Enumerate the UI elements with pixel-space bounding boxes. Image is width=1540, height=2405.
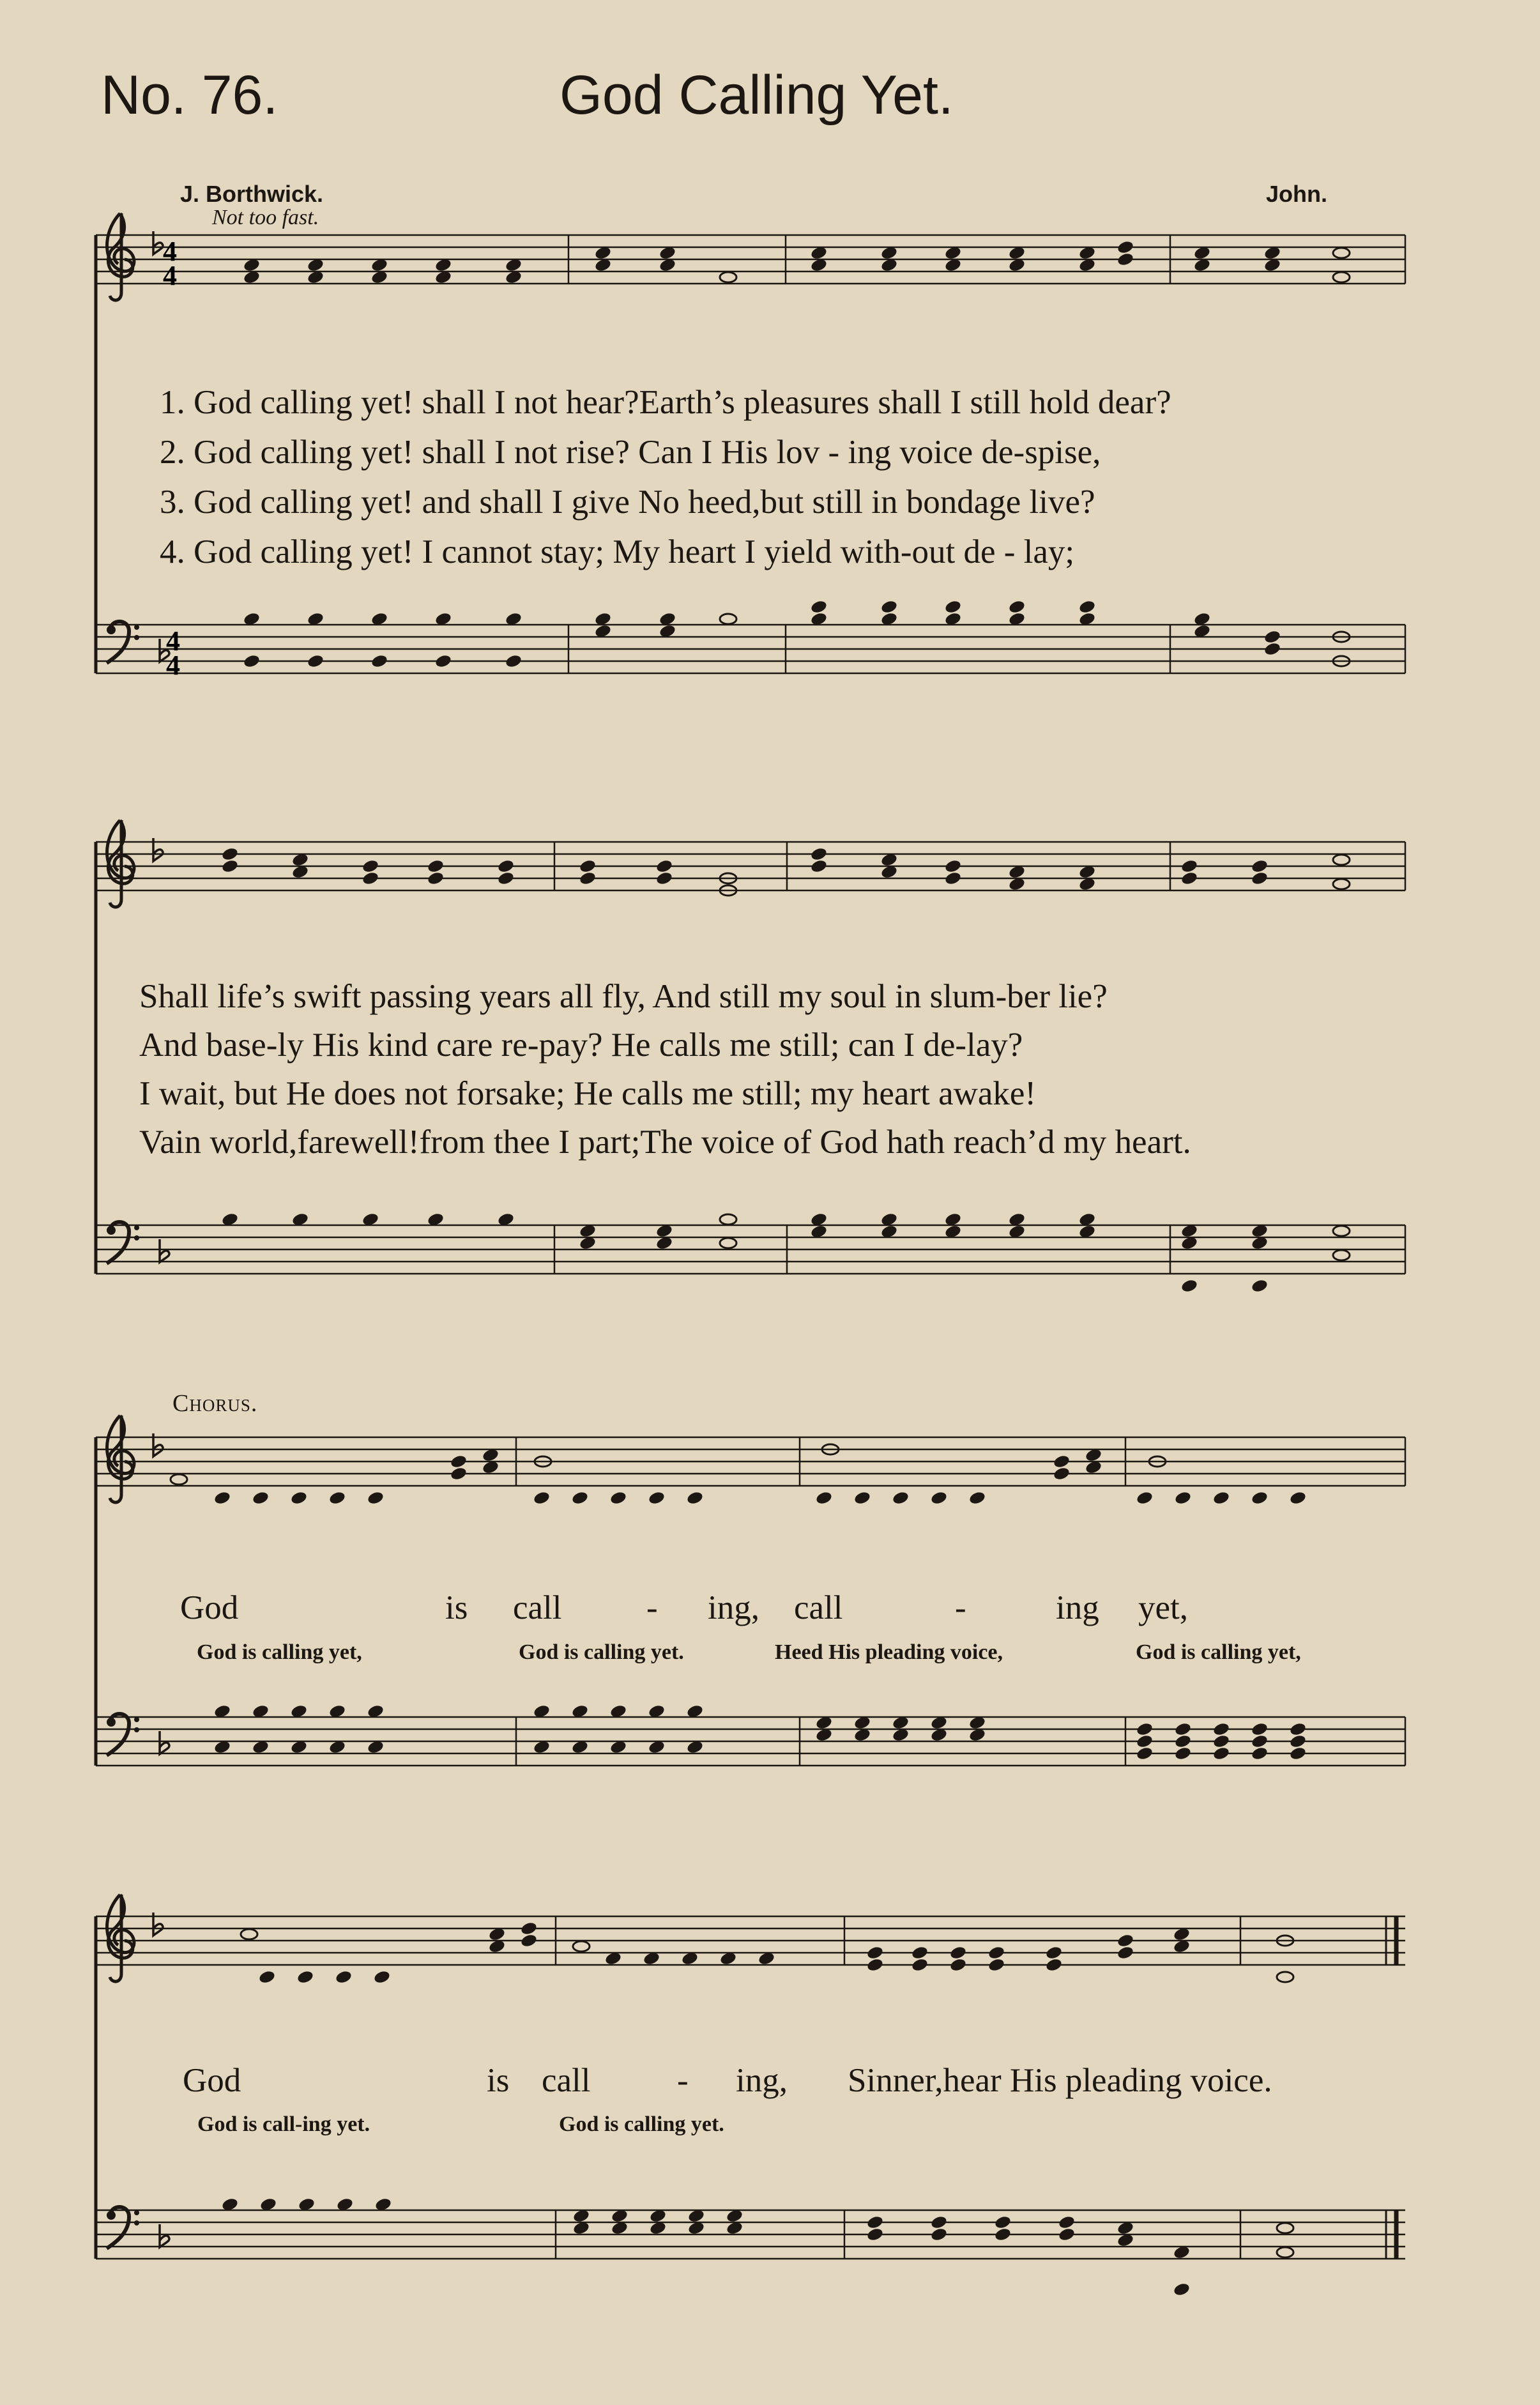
- chorus-word: is: [445, 1589, 468, 1626]
- chorus-word: God: [180, 1589, 239, 1626]
- chorus-word: ing,: [736, 2062, 788, 2099]
- tune-credit: John.: [1266, 181, 1327, 207]
- chorus-small-lyric: God is calling yet.: [519, 1640, 684, 1664]
- verse-4-line-2: Vain world,farewell!from thee I part;The voice of God hath reach’d my heart.: [139, 1124, 1191, 1161]
- chorus-word: ing,: [708, 1589, 759, 1626]
- chorus-word: ing: [1056, 1589, 1099, 1626]
- chorus-small-lyric: God is calling yet,: [197, 1640, 362, 1664]
- svg-text:4: 4: [163, 236, 177, 267]
- svg-text:4: 4: [163, 260, 177, 291]
- verse-4-line-1: 4. God calling yet! I cannot stay; My heart I yield with-out de - lay;: [160, 533, 1075, 570]
- chorus-word: yet,: [1138, 1589, 1188, 1626]
- chorus-word: -: [677, 2062, 689, 2099]
- chorus-word: call: [794, 1589, 843, 1626]
- verse-2-line-1: 2. God calling yet! shall I not rise? Can I His lov - ing voice de-spise,: [160, 434, 1101, 471]
- chorus-small-lyric: God is call-ing yet.: [197, 2112, 370, 2136]
- hymn-title: God Calling Yet.: [560, 65, 954, 126]
- chorus-label: Chorus.: [172, 1390, 258, 1417]
- verse-2-line-2: And base-ly His kind care re-pay? He calls me still; can I de-lay?: [139, 1027, 1023, 1064]
- svg-text:4: 4: [166, 625, 180, 657]
- chorus-word: -: [646, 1589, 658, 1626]
- chorus-word: -: [955, 1589, 966, 1626]
- chorus-small-lyric: Heed His pleading voice,: [775, 1640, 1003, 1664]
- author-credit: J. Borthwick.: [180, 181, 324, 207]
- tempo-marking: Not too fast.: [212, 206, 319, 229]
- chorus-word: Sinner,hear His pleading voice.: [848, 2062, 1272, 2099]
- chorus-small-lyric: God is calling yet.: [559, 2112, 724, 2136]
- verse-3-line-2: I wait, but He does not forsake; He calls me still; my heart awake!: [139, 1075, 1037, 1112]
- chorus-small-lyric: God is calling yet,: [1136, 1640, 1301, 1664]
- chorus-word: call: [542, 2062, 591, 2099]
- svg-text:4: 4: [166, 650, 180, 681]
- verse-1-line-2: Shall life’s swift passing years all fly, And still my soul in slum-ber lie?: [139, 978, 1108, 1015]
- chorus-word: God: [183, 2062, 241, 2099]
- chorus-word: call: [513, 1589, 562, 1626]
- hymn-number: No. 76.: [101, 65, 278, 126]
- verse-3-line-1: 3. God calling yet! and shall I give No heed,but still in bondage live?: [160, 484, 1095, 521]
- verse-1-line-1: 1. God calling yet! shall I not hear?Earth’s pleasures shall I still hold dear?: [160, 384, 1171, 421]
- chorus-word: is: [487, 2062, 510, 2099]
